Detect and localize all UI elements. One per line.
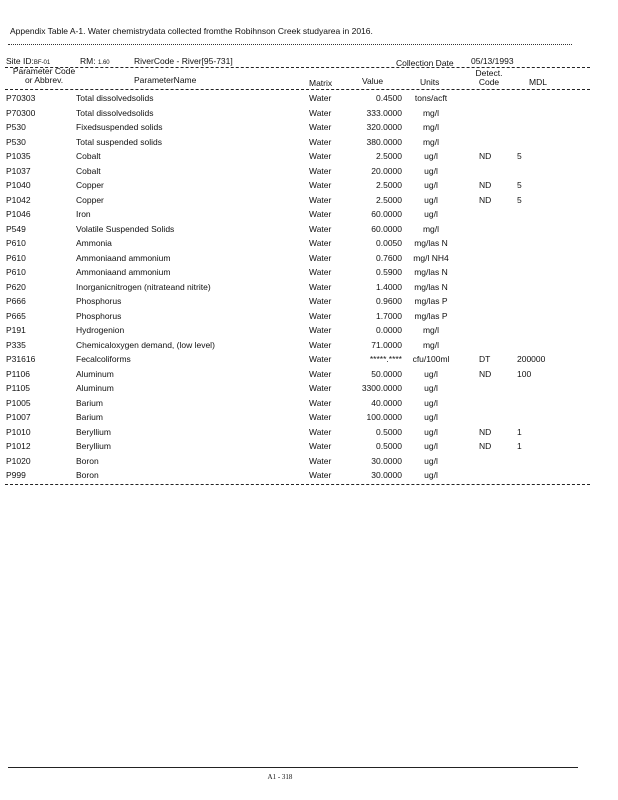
parameter-name-cell: Inorganicnitrogen (nitrateand nitrite) xyxy=(76,281,211,292)
value-cell: 2.5000 xyxy=(376,194,402,205)
units-cell: cfu/100ml xyxy=(412,354,450,364)
header-units: Units xyxy=(420,77,440,87)
parameter-code-cell: P610 xyxy=(6,252,26,263)
units-cell: ug/l xyxy=(424,397,438,408)
collection-date-value: 05/13/1993 xyxy=(471,56,514,66)
parameter-code-cell: P1020 xyxy=(6,455,31,466)
parameter-code-cell: P1005 xyxy=(6,397,31,408)
value-cell: 3300.0000 xyxy=(361,383,402,393)
table-row xyxy=(0,454,618,469)
matrix-cell: Water xyxy=(309,281,332,292)
table-row xyxy=(0,91,618,106)
detect-code-cell: DT xyxy=(479,354,491,364)
matrix-cell: Water xyxy=(309,107,332,118)
header-detect-code xyxy=(472,69,506,87)
header-parameter-code-line2: or Abbrev. xyxy=(24,75,64,85)
detect-code-cell: ND xyxy=(479,151,492,161)
parameter-name-cell: Copper xyxy=(76,180,104,190)
table-row xyxy=(0,265,618,280)
parameter-name-cell: Beryllium xyxy=(76,426,111,437)
matrix-cell: Water xyxy=(309,151,332,161)
parameter-name-cell: Barium xyxy=(76,412,103,422)
table-row xyxy=(0,236,618,251)
parameter-name-cell: Chemicaloxygen demand, (low level) xyxy=(76,339,215,350)
parameter-name-cell: Beryllium xyxy=(76,441,111,451)
header-matrix: Matrix xyxy=(309,78,333,88)
matrix-cell: Water xyxy=(309,455,332,466)
table-row xyxy=(0,280,618,295)
parameter-name-cell: Phosphorus xyxy=(76,310,122,321)
table-row xyxy=(0,149,618,164)
value-cell: 2.5000 xyxy=(376,180,402,190)
parameter-name-cell: Total dissolvedsolids xyxy=(76,93,154,103)
parameter-code-cell: P1106 xyxy=(6,368,30,379)
detect-code-cell: ND xyxy=(479,180,492,190)
river-mile xyxy=(80,56,110,66)
parameter-name-cell: Boron xyxy=(76,455,99,466)
parameter-code-cell: P1007 xyxy=(6,412,31,422)
units-cell: mg/l xyxy=(422,339,440,350)
units-cell: ug/l xyxy=(424,412,438,422)
parameter-code-cell: P549 xyxy=(6,223,26,234)
parameter-code-cell: P191 xyxy=(6,325,26,335)
table-row xyxy=(0,381,618,396)
units-cell: mg/l xyxy=(422,122,440,132)
value-cell: 30.0000 xyxy=(371,470,402,480)
matrix-cell: Water xyxy=(309,397,332,408)
units-cell: mg/las N xyxy=(414,281,448,292)
table-row xyxy=(0,120,618,135)
units-cell: ug/l xyxy=(424,383,438,393)
parameter-name-cell: Cobalt xyxy=(76,165,101,176)
parameter-name-cell: Fixedsuspended solids xyxy=(76,122,163,132)
parameter-name-cell: Ammoniaand ammonium xyxy=(76,252,171,263)
parameter-name-cell: Volatile Suspended Solids xyxy=(76,223,175,234)
parameter-code-cell: P530 xyxy=(6,122,26,132)
units-cell: mg/l xyxy=(422,136,440,147)
value-cell: 60.0000 xyxy=(371,223,402,234)
value-cell: 333.0000 xyxy=(366,107,402,118)
mdl-cell: 5 xyxy=(517,180,522,190)
parameter-code-cell: P530 xyxy=(6,136,26,147)
units-cell: tons/acft xyxy=(414,93,448,103)
matrix-cell: Water xyxy=(309,180,332,190)
mdl-cell: 1 xyxy=(517,441,522,451)
value-cell: 0.5000 xyxy=(376,426,402,437)
matrix-cell: Water xyxy=(309,136,332,147)
value-cell: 50.0000 xyxy=(371,368,402,379)
units-cell: ug/l xyxy=(424,441,438,451)
matrix-cell: Water xyxy=(309,252,332,263)
value-cell: 0.7600 xyxy=(376,252,402,263)
units-cell: mg/las N xyxy=(414,267,448,277)
table-row xyxy=(0,106,618,121)
parameter-name-cell: Cobalt xyxy=(76,151,101,161)
parameter-code-cell: P1105 xyxy=(6,383,30,393)
table-row xyxy=(0,207,618,222)
value-cell: 2.5000 xyxy=(376,151,402,161)
matrix-cell: Water xyxy=(309,267,332,277)
parameter-code-cell: P1046 xyxy=(6,209,31,219)
value-cell: 60.0000 xyxy=(371,209,402,219)
parameter-name-cell: Aluminum xyxy=(76,368,114,379)
parameter-name-cell: Ammoniaand ammonium xyxy=(76,267,171,277)
parameter-code-cell: P610 xyxy=(6,267,26,277)
mdl-cell: 200000 xyxy=(517,354,546,364)
parameter-name-cell: Phosphorus xyxy=(76,296,122,306)
value-cell: 320.0000 xyxy=(366,122,402,132)
table-row xyxy=(0,251,618,266)
matrix-cell: Water xyxy=(309,209,332,219)
value-cell: 0.5000 xyxy=(376,441,402,451)
matrix-cell: Water xyxy=(309,339,332,350)
value-cell: 0.5900 xyxy=(376,267,402,277)
table-row xyxy=(0,309,618,324)
value-cell: 40.0000 xyxy=(371,397,402,408)
table-row xyxy=(0,323,618,338)
matrix-cell: Water xyxy=(309,368,332,379)
mdl-cell: 100 xyxy=(517,368,532,379)
table-row xyxy=(0,338,618,353)
site-id-label xyxy=(6,56,50,66)
site-id-value: BF-01 xyxy=(33,60,51,66)
parameter-name-cell: Barium xyxy=(76,397,103,408)
table-row xyxy=(0,410,618,425)
parameter-code-cell: P1037 xyxy=(6,165,31,176)
river-code: RiverCode - River[95-731] xyxy=(134,56,233,66)
parameter-name-cell: Hydrogenion xyxy=(76,325,125,335)
value-cell: 100.0000 xyxy=(366,412,402,422)
value-cell: 1.4000 xyxy=(376,281,402,292)
header-parameter-name: ParameterName xyxy=(134,75,197,85)
detect-code-cell: ND xyxy=(479,426,492,437)
table-row xyxy=(0,396,618,411)
parameter-code-cell: P666 xyxy=(6,296,26,306)
header-detect-line2: Code xyxy=(478,77,500,87)
header-dashed-rule-bottom xyxy=(5,89,590,90)
parameter-code-cell: P620 xyxy=(6,281,26,292)
units-cell: ug/l xyxy=(424,194,438,205)
matrix-cell: Water xyxy=(309,354,332,364)
table-row xyxy=(0,178,618,193)
table-row xyxy=(0,439,618,454)
page-number: A1 - 318 xyxy=(267,773,293,781)
value-cell: 30.0000 xyxy=(371,455,402,466)
parameter-code-cell: P665 xyxy=(6,310,26,321)
parameter-name-cell: Copper xyxy=(76,194,104,205)
header-value: Value xyxy=(362,76,384,86)
matrix-cell: Water xyxy=(309,426,332,437)
header-mdl: MDL xyxy=(529,77,547,87)
value-cell: 0.0050 xyxy=(376,238,402,248)
detect-code-cell: ND xyxy=(479,368,492,379)
parameter-code-cell: P31616 xyxy=(6,354,36,364)
parameter-code-cell: P1042 xyxy=(6,194,31,205)
data-table-body xyxy=(0,91,618,483)
parameter-name-cell: Iron xyxy=(76,209,91,219)
value-cell: 71.0000 xyxy=(371,339,402,350)
units-cell: mg/l xyxy=(422,107,440,118)
units-cell: ug/l xyxy=(424,151,438,161)
units-cell: ug/l xyxy=(424,209,438,219)
matrix-cell: Water xyxy=(309,296,332,306)
parameter-code-cell: P70300 xyxy=(6,107,36,118)
river-mile-value: 1.60 xyxy=(97,60,110,66)
matrix-cell: Water xyxy=(309,383,332,393)
table-row xyxy=(0,294,618,309)
matrix-cell: Water xyxy=(309,412,332,422)
units-cell: mg/l xyxy=(422,223,440,234)
units-cell: mg/l NH4 xyxy=(413,252,449,263)
detect-code-cell: ND xyxy=(479,194,492,205)
table-row xyxy=(0,367,618,382)
parameter-code-cell: P1040 xyxy=(6,180,31,190)
parameter-name-cell: Total suspended solids xyxy=(76,136,163,147)
value-cell: 0.9600 xyxy=(376,296,402,306)
value-cell: 1.7000 xyxy=(376,310,402,321)
table-row xyxy=(0,222,618,237)
parameter-name-cell: Total dissolvedsolids xyxy=(76,107,154,118)
parameter-code-cell: P1035 xyxy=(6,151,31,161)
table-row xyxy=(0,352,618,367)
detect-code-cell: ND xyxy=(479,441,492,451)
matrix-cell: Water xyxy=(309,441,332,451)
units-cell: ug/l xyxy=(424,165,438,176)
parameter-name-cell: Aluminum xyxy=(76,383,114,393)
matrix-cell: Water xyxy=(309,165,332,176)
caption-dotted-rule xyxy=(8,44,572,45)
value-cell: 0.4500 xyxy=(376,93,402,103)
value-cell: 0.0000 xyxy=(376,325,402,335)
units-cell: ug/l xyxy=(424,180,438,190)
site-id-label-text: Site ID: xyxy=(6,56,34,66)
mdl-cell: 5 xyxy=(517,151,522,161)
table-dashed-rule-end xyxy=(5,484,590,485)
value-cell: 20.0000 xyxy=(371,165,402,176)
matrix-cell: Water xyxy=(309,470,332,480)
units-cell: ug/l xyxy=(424,426,438,437)
parameter-name-cell: Boron xyxy=(76,470,99,480)
table-caption: Appendix Table A-1. Water chemistrydata collected fromthe Robihnson Creek studyarea in 2016. xyxy=(10,26,373,36)
header-parameter-code-line1: Parameter Code xyxy=(12,66,76,76)
parameter-code-cell: P335 xyxy=(6,339,26,350)
parameter-name-cell: Ammonia xyxy=(76,238,112,248)
matrix-cell: Water xyxy=(309,93,332,103)
mdl-cell: 5 xyxy=(517,194,522,205)
units-cell: ug/l xyxy=(424,470,438,480)
matrix-cell: Water xyxy=(309,238,332,248)
footer-rule xyxy=(8,767,578,768)
matrix-cell: Water xyxy=(309,122,332,132)
units-cell: ug/l xyxy=(424,455,438,466)
units-cell: mg/las P xyxy=(414,296,448,306)
river-mile-label: RM: xyxy=(80,56,96,66)
header-parameter-code xyxy=(10,67,78,85)
parameter-code-cell: P610 xyxy=(6,238,26,248)
matrix-cell: Water xyxy=(309,310,332,321)
mdl-cell: 1 xyxy=(517,426,522,437)
value-cell: 380.0000 xyxy=(366,136,402,147)
collection-date-label: Collection Date xyxy=(396,58,454,68)
parameter-code-cell: P1012 xyxy=(6,441,31,451)
parameter-code-cell: P70303 xyxy=(6,93,36,103)
table-row xyxy=(0,468,618,483)
parameter-code-cell: P999 xyxy=(6,470,26,480)
table-row xyxy=(0,164,618,179)
matrix-cell: Water xyxy=(309,223,332,234)
units-cell: mg/las P xyxy=(414,310,448,321)
table-row xyxy=(0,425,618,440)
units-cell: ug/l xyxy=(424,368,438,379)
matrix-cell: Water xyxy=(309,325,332,335)
table-row xyxy=(0,135,618,150)
header-detect-line1: Detect. xyxy=(475,68,503,78)
value-cell: *****.**** xyxy=(369,354,402,364)
units-cell: mg/l xyxy=(422,325,440,335)
parameter-code-cell: P1010 xyxy=(6,426,31,437)
matrix-cell: Water xyxy=(309,194,332,205)
header-dashed-rule-top xyxy=(5,67,590,68)
parameter-name-cell: Fecalcoliforms xyxy=(76,354,131,364)
units-cell: mg/las N xyxy=(414,238,448,248)
table-row xyxy=(0,193,618,208)
